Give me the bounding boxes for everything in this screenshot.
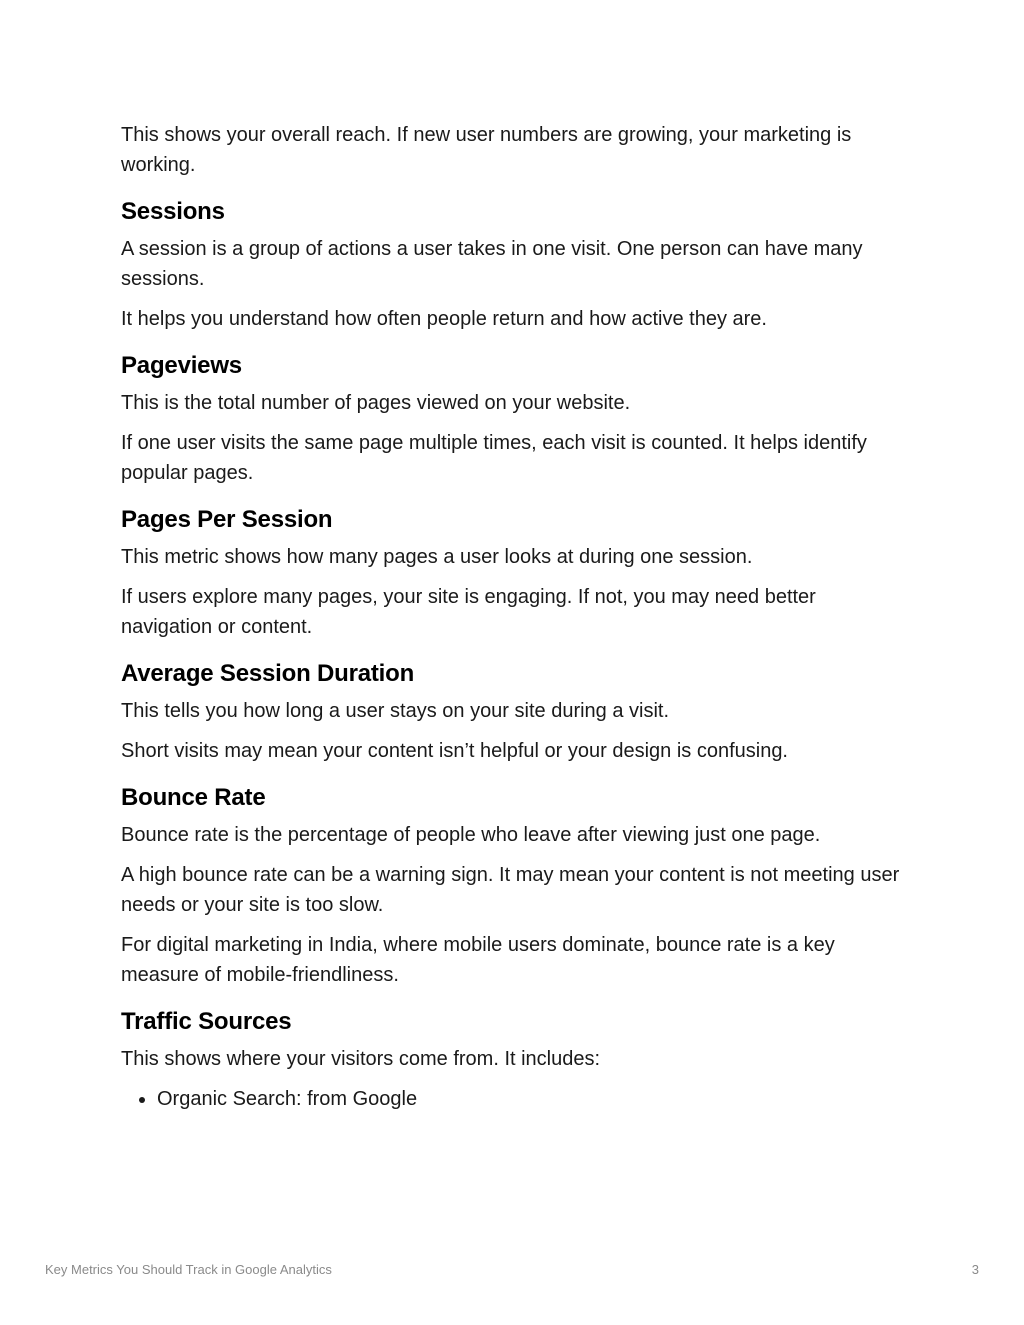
list-item: • Organic Search: from Google	[157, 1084, 911, 1114]
bounce-rate-paragraph-3: For digital marketing in India, where mobile users dominate, bounce rate is a key measure of mobile-friendliness.	[121, 934, 835, 986]
section-heading-bounce-rate: Bounce Rate	[121, 784, 266, 811]
footer-page-number: 3	[971, 1262, 979, 1277]
intro-paragraph: This shows your overall reach. If new user numbers are growing, your marketing is working.	[121, 124, 852, 176]
section-heading-traffic-sources: Traffic Sources	[121, 1008, 292, 1035]
sessions-paragraph-1: A session is a group of actions a user takes in one visit. One person can have many sessions.	[121, 238, 863, 290]
pages-per-session-paragraph-2: If users explore many pages, your site is engaging. If not, you may need better navigation or content.	[121, 586, 816, 638]
document-body	[121, 120, 911, 1114]
bounce-rate-paragraph-2: A high bounce rate can be a warning sign. It may mean your content is not meeting user needs or your site is too slow.	[121, 864, 900, 916]
average-session-duration-paragraph-2: Short visits may mean your content isn’t helpful or your design is confusing.	[121, 740, 788, 762]
section-heading-pages-per-session: Pages Per Session	[121, 506, 333, 533]
bounce-rate-paragraph-1: Bounce rate is the percentage of people who leave after viewing just one page.	[121, 824, 821, 846]
pageviews-paragraph-2: If one user visits the same page multiple times, each visit is counted. It helps identify popular pages.	[121, 432, 867, 484]
average-session-duration-paragraph-1: This tells you how long a user stays on your site during a visit.	[121, 700, 670, 722]
section-heading-average-session-duration: Average Session Duration	[121, 660, 415, 687]
pages-per-session-paragraph-1: This metric shows how many pages a user looks at during one session.	[121, 546, 753, 568]
section-heading-pageviews: Pageviews	[121, 352, 242, 379]
traffic-sources-list	[121, 1084, 911, 1114]
sessions-paragraph-2: It helps you understand how often people return and how active they are.	[121, 308, 767, 330]
footer-document-title: Key Metrics You Should Track in Google Analytics	[45, 1262, 332, 1277]
section-heading-sessions: Sessions	[121, 198, 225, 225]
traffic-sources-paragraph-1: This shows where your visitors come from. It includes:	[121, 1048, 601, 1070]
pageviews-paragraph-1: This is the total number of pages viewed on your website.	[121, 392, 631, 414]
